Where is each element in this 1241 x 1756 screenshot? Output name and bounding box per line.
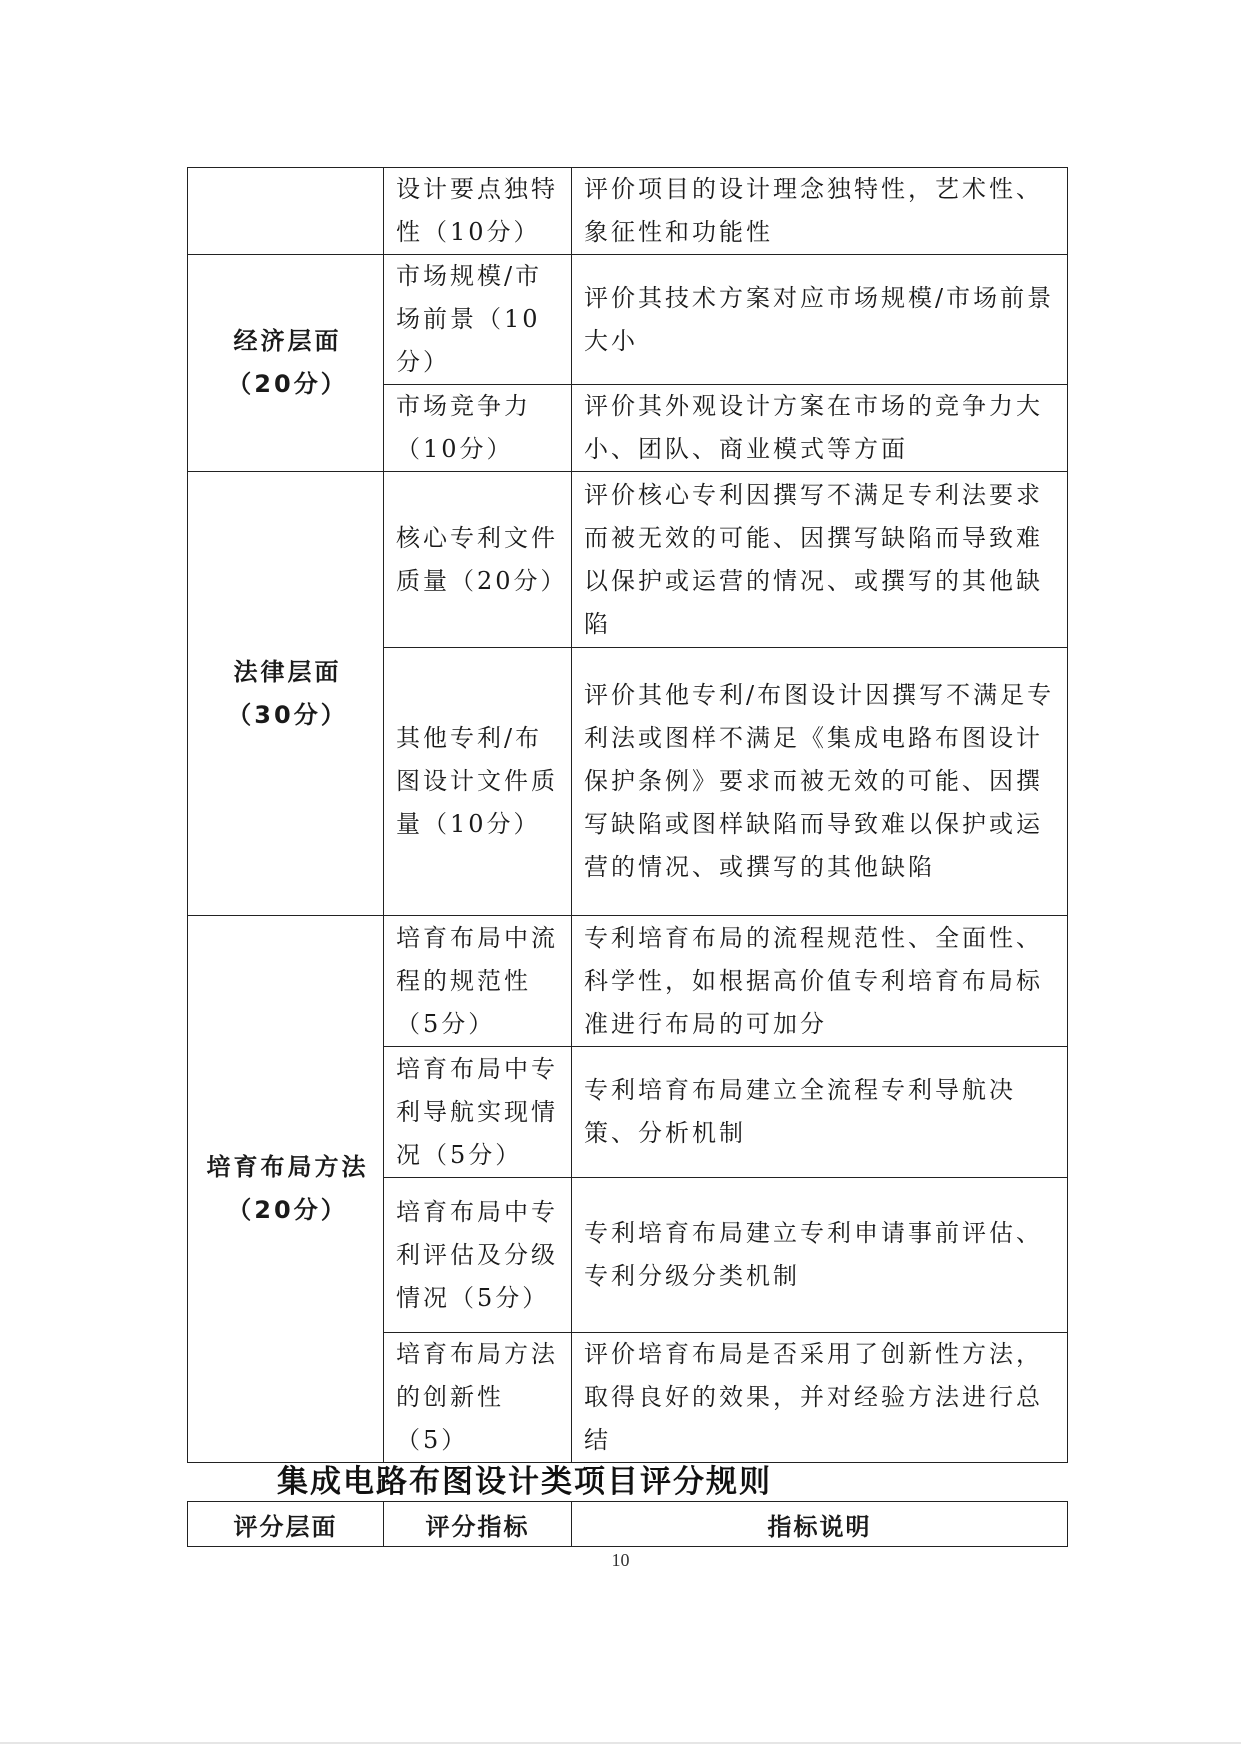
description-cell: 评价核心专利因撰写不满足专利法要求而被无效的可能、因撰写缺陷而导致难以保护或运营的情况、或撰写的其他缺陷 xyxy=(572,472,1068,648)
description-cell: 评价其技术方案对应市场规模/市场前景大小 xyxy=(572,255,1068,385)
table-row xyxy=(188,168,1068,255)
description-cell: 评价培育布局是否采用了创新性方法，取得良好的效果，并对经验方法进行总结 xyxy=(572,1333,1068,1463)
category-cell-economic xyxy=(188,255,384,472)
category-cell-legal xyxy=(188,472,384,916)
indicator-cell: 培育布局中专利评估及分级情况（5分） xyxy=(384,1178,572,1333)
indicator-cell: 核心专利文件质量（20分） xyxy=(384,472,572,648)
category-name: 经济层面 xyxy=(233,327,342,355)
table-row xyxy=(188,916,1068,1047)
scoring-table xyxy=(187,167,1068,1463)
description-cell: 专利培育布局的流程规范性、全面性、科学性，如根据高价值专利培育布局标准进行布局的可加分 xyxy=(572,916,1068,1047)
description-cell: 专利培育布局建立专利申请事前评估、专利分级分类机制 xyxy=(572,1178,1068,1333)
category-score: （20分） xyxy=(227,370,348,398)
category-cell-cultivation xyxy=(188,916,384,1463)
description-cell: 评价其他专利/布图设计因撰写不满足专利法或图样不满足《集成电路布图设计保护条例》要求而被无效的可能、因撰写缺陷或图样缺陷而导致难以保护或运营的情况、或撰写的其他缺陷 xyxy=(572,648,1068,916)
category-score: （30分） xyxy=(227,700,348,729)
table-row xyxy=(188,472,1068,648)
scan-edge-line xyxy=(0,1742,1241,1744)
indicator-cell: 市场规模/市场前景（10分） xyxy=(384,255,572,385)
header-cell-description: 指标说明 xyxy=(572,1502,1068,1547)
indicator-cell: 培育布局中流程的规范性（5分） xyxy=(384,916,572,1047)
description-cell: 评价项目的设计理念独特性，艺术性、象征性和功能性 xyxy=(572,168,1068,255)
section-title: 集成电路布图设计类项目评分规则 xyxy=(277,1464,772,1500)
description-cell: 专利培育布局建立全流程专利导航决策、分析机制 xyxy=(572,1047,1068,1178)
header-table xyxy=(187,1501,1068,1547)
category-score: （20分） xyxy=(227,1196,348,1224)
category-name: 培育布局方法 xyxy=(206,1153,369,1181)
category-name: 法律层面 xyxy=(233,657,342,686)
indicator-cell: 其他专利/布图设计文件质量（10分） xyxy=(384,648,572,916)
category-cell-empty xyxy=(188,168,384,255)
indicator-cell: 市场竞争力（10分） xyxy=(384,385,572,472)
indicator-cell: 培育布局中专利导航实现情况（5分） xyxy=(384,1047,572,1178)
header-cell-indicator: 评分指标 xyxy=(384,1502,572,1547)
description-cell: 评价其外观设计方案在市场的竞争力大小、团队、商业模式等方面 xyxy=(572,385,1068,472)
indicator-cell: 培育布局方法的创新性（5） xyxy=(384,1333,572,1463)
header-cell-dimension: 评分层面 xyxy=(188,1502,384,1547)
table-row xyxy=(188,255,1068,385)
page-number: 10 xyxy=(611,1550,630,1570)
indicator-cell: 设计要点独特性（10分） xyxy=(384,168,572,255)
header-row xyxy=(188,1502,1068,1547)
